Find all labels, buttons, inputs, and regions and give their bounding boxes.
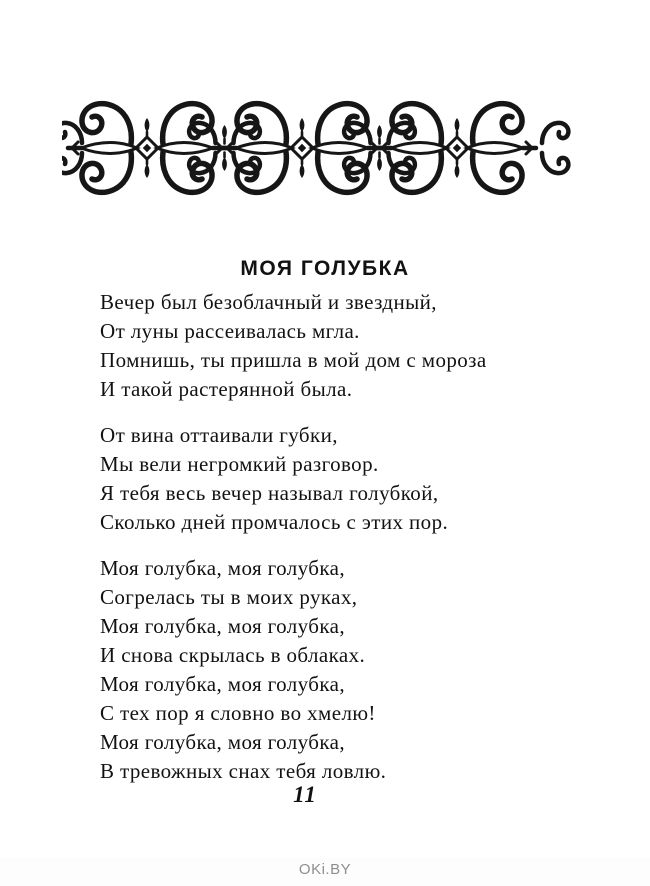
poem-line: С тех пор я словно во хмелю! — [100, 701, 376, 725]
scroll-flourish-icon — [62, 100, 586, 196]
ornament-divider — [62, 100, 586, 196]
poem-line: От вина оттаивали губки, — [100, 423, 338, 447]
poem-line: От луны рассеивалась мгла. — [100, 319, 360, 343]
poem-line: Сколько дней промчалось с этих пор. — [100, 510, 449, 534]
poem-line: Мы вели негромкий разговор. — [100, 452, 379, 476]
watermark: OKi.BY — [0, 858, 650, 886]
poem-line: В тревожных снах тебя ловлю. — [100, 759, 387, 783]
poem-line: Моя голубка, моя голубка, — [100, 730, 346, 754]
poem-line: И такой растерянной была. — [100, 377, 353, 401]
poem-line: И снова скрылась в облаках. — [100, 643, 366, 667]
poem-line: Я тебя весь вечер называл голубкой, — [100, 481, 439, 505]
stanza-1 — [100, 288, 570, 404]
stanza-2 — [100, 421, 570, 537]
page-number: 11 — [293, 782, 317, 807]
poem-line: Моя голубка, моя голубка, — [100, 672, 346, 696]
poem-line: Моя голубка, моя голубка, — [100, 556, 346, 580]
poem-line: Моя голубка, моя голубка, — [100, 614, 346, 638]
poem-line: Помнишь, ты пришла в мой дом с мороза — [100, 348, 487, 372]
poem-line: Вечер был безоблачный и звездный, — [100, 290, 437, 314]
poem-line: Согрелась ты в моих руках, — [100, 585, 358, 609]
poem — [100, 288, 570, 786]
poem-title: МОЯ ГОЛУБКА — [240, 257, 410, 281]
stanza-3-refrain — [100, 554, 570, 786]
